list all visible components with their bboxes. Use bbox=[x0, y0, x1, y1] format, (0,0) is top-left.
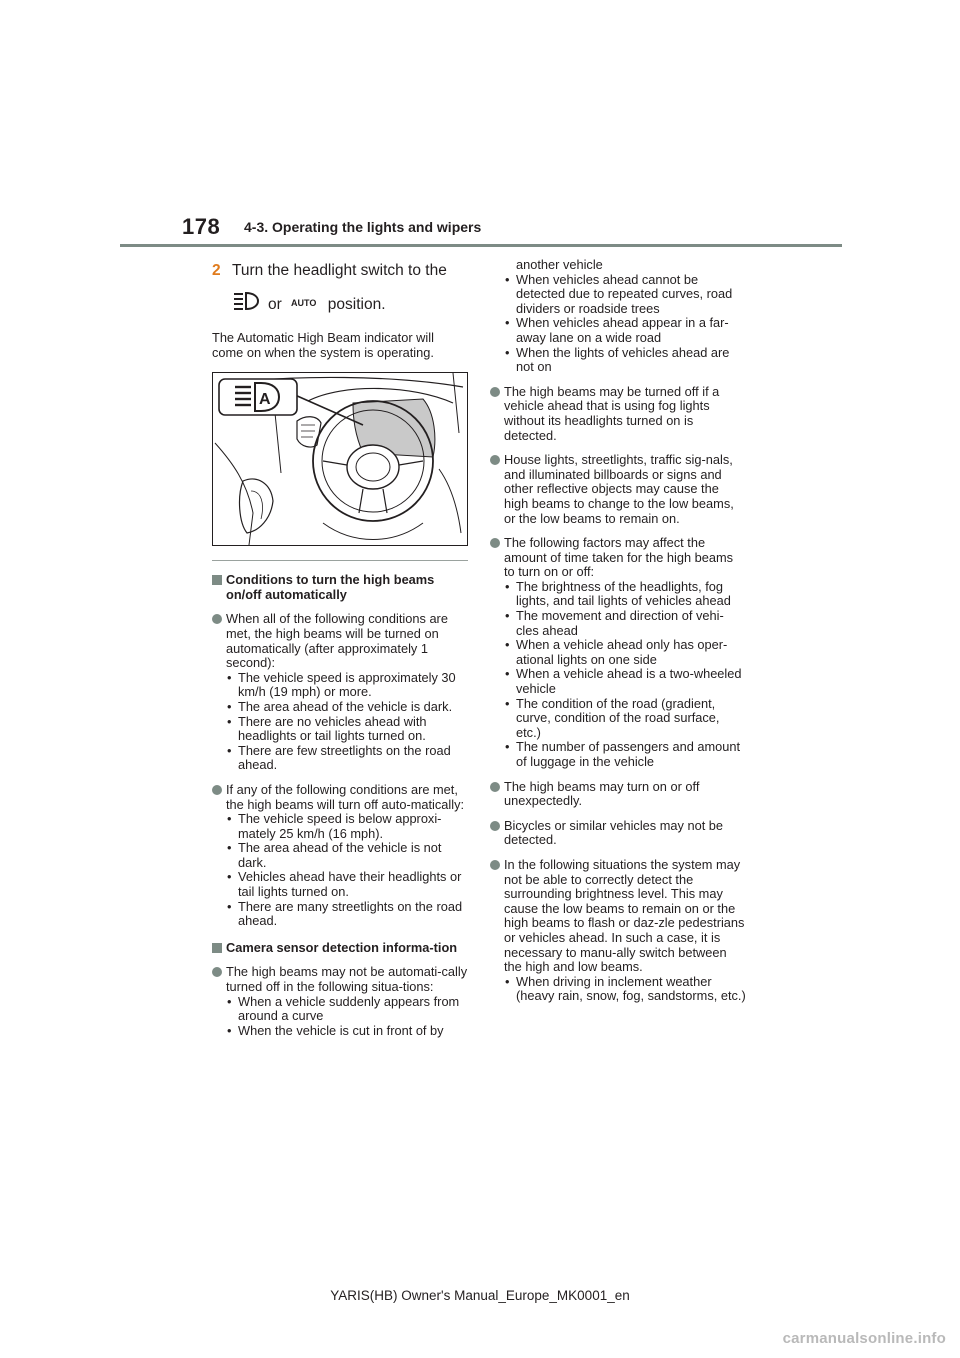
figure-divider bbox=[212, 560, 468, 561]
list-item: If any of the following conditions are met, the high beams will turn off auto-matically: • The vehicle speed is below approxi-mately 25 km/h (16 mph). • The area ahead of the vehicle is not dark. • Vehicles ahead have their headlights or tail lights turned on. • There are many streetlights on the road ahead. bbox=[212, 783, 468, 929]
circle-bullet-icon bbox=[490, 860, 500, 870]
step-text-line2 bbox=[232, 291, 468, 317]
section-title: 4-3. Operating the lights and wipers bbox=[244, 219, 482, 235]
sub-item: • The condition of the road (gradient, curve, condition of the road surface, etc.) bbox=[504, 697, 746, 741]
right-column bbox=[490, 258, 746, 1004]
section-heading-conditions: Conditions to turn the high beams on/off automatically bbox=[212, 573, 468, 602]
circle-bullet-icon bbox=[490, 538, 500, 548]
sub-item: • When a vehicle ahead only has oper-ational lights on one side bbox=[504, 638, 746, 667]
sub-item: • When driving in inclement weather (heavy rain, snow, fog, sandstorms, etc.) bbox=[504, 975, 746, 1004]
page-header bbox=[0, 0, 960, 250]
sub-item: • When vehicles ahead cannot be detected due to repeated curves, road dividers or roadside trees bbox=[504, 273, 746, 317]
sub-item: • The vehicle speed is approximately 30 km/h (19 mph) or more. bbox=[226, 671, 468, 700]
intro-text: The Automatic High Beam indicator will come on when the system is operating. bbox=[212, 330, 434, 360]
sub-item: • When a vehicle ahead is a two-wheeled vehicle bbox=[504, 667, 746, 696]
sub-item: • The area ahead of the vehicle is not dark. bbox=[226, 841, 468, 870]
circle-bullet-icon bbox=[212, 967, 222, 977]
sub-item: • When the vehicle is cut in front of by bbox=[226, 1024, 468, 1039]
sub-item: • The vehicle speed is below approxi-mately 25 km/h (16 mph). bbox=[226, 812, 468, 841]
step-number: 2 bbox=[212, 262, 221, 279]
square-bullet-icon bbox=[212, 943, 222, 953]
list-item: The high beams may turn on or off unexpectedly. bbox=[490, 780, 746, 809]
step-2 bbox=[212, 260, 468, 317]
circle-bullet-icon bbox=[212, 785, 222, 795]
section-heading-camera: Camera sensor detection informa-tion bbox=[212, 941, 468, 956]
auto-icon-label: AUTO bbox=[290, 297, 317, 308]
high-beam-icon bbox=[232, 291, 260, 317]
step-text: Turn the headlight switch to the bbox=[232, 262, 447, 279]
watermark: carmanualsonline.info bbox=[782, 1330, 946, 1347]
sub-item: • The number of passengers and amount of luggage in the vehicle bbox=[504, 740, 746, 769]
sub-item: • There are no vehicles ahead with headlights or tail lights turned on. bbox=[226, 715, 468, 744]
circle-bullet-icon bbox=[490, 821, 500, 831]
auto-icon bbox=[290, 294, 320, 315]
sub-item: • When the lights of vehicles ahead are not on bbox=[504, 346, 746, 375]
left-column bbox=[212, 258, 468, 1038]
or-word: or bbox=[268, 295, 282, 313]
list-item: When all of the following conditions are met, the high beams will be turned on automatically (after approximately 1 second): • The vehicle speed is approximately 30 km/h (19 mph) or more. • The area ahead of the vehicle is dark. • There are no vehicles ahead with headlights or tail lights turned on. • There are few streetlights on the road ahead. bbox=[212, 612, 468, 773]
dashboard-illustration bbox=[212, 372, 468, 546]
position-word: position. bbox=[327, 295, 386, 313]
continued-text: another vehicle bbox=[516, 257, 603, 272]
header-divider bbox=[120, 244, 842, 247]
sub-item: • Vehicles ahead have their headlights or tail lights turned on. bbox=[226, 870, 468, 899]
sub-item: • There are few streetlights on the road ahead. bbox=[226, 744, 468, 773]
sub-item: • The movement and direction of vehi-cles ahead bbox=[504, 609, 746, 638]
sub-item: • When vehicles ahead appear in a far-away lane on a wide road bbox=[504, 316, 746, 345]
sub-item: • The brightness of the headlights, fog lights, and tail lights of vehicles ahead bbox=[504, 580, 746, 609]
sub-item: • The area ahead of the vehicle is dark. bbox=[226, 700, 468, 715]
list-item: The high beams may not be automati-cally turned off in the following situa-tions: • When a vehicle suddenly appears from around a curve • When the vehicle is cut in front of by bbox=[212, 965, 468, 1038]
circle-bullet-icon bbox=[490, 455, 500, 465]
sub-item: • There are many streetlights on the road ahead. bbox=[226, 900, 468, 929]
list-item: In the following situations the system may not be able to correctly detect the surrounding brightness level. This may cause the low beams to remain on or the high beams to flash or daz-zle pedestrians or vehicles ahead. In such a case, it is necessary to manu-ally switch between the high and low beams. • When driving in inclement weather (heavy rain, snow, fog, sandstorms, etc.) bbox=[490, 858, 746, 1004]
indicator-letter: A bbox=[259, 391, 271, 409]
list-item: Bicycles or similar vehicles may not be detected. bbox=[490, 819, 746, 848]
sub-item: • When a vehicle suddenly appears from around a curve bbox=[226, 995, 468, 1024]
list-item: The high beams may be turned off if a vehicle ahead that is using fog lights without its headlights turned on is detected. bbox=[490, 385, 746, 443]
circle-bullet-icon bbox=[490, 782, 500, 792]
page-number: 178 bbox=[182, 214, 221, 239]
list-item: House lights, streetlights, traffic sig-nals, and illuminated billboards or signs and other reflective objects may cause the high beams to change to the low beams, or the low beams to remain on. bbox=[490, 453, 746, 526]
circle-bullet-icon bbox=[212, 614, 222, 624]
footer-manual-id: YARIS(HB) Owner's Manual_Europe_MK0001_en bbox=[330, 1288, 630, 1303]
circle-bullet-icon bbox=[490, 387, 500, 397]
square-bullet-icon bbox=[212, 575, 222, 585]
list-item: The following factors may affect the amount of time taken for the high beams to turn on or off: • The brightness of the headlights, fog lights, and tail lights of vehicles ahead • The movement and direction of vehi-cles ahead • When a vehicle ahead only has oper-ational lights on one side • When a vehicle ahead is a two-wheeled vehicle • The condition of the road (gradient, curve, condition of the road surface, etc.) • The number of passengers and amount of luggage in the vehicle bbox=[490, 536, 746, 770]
